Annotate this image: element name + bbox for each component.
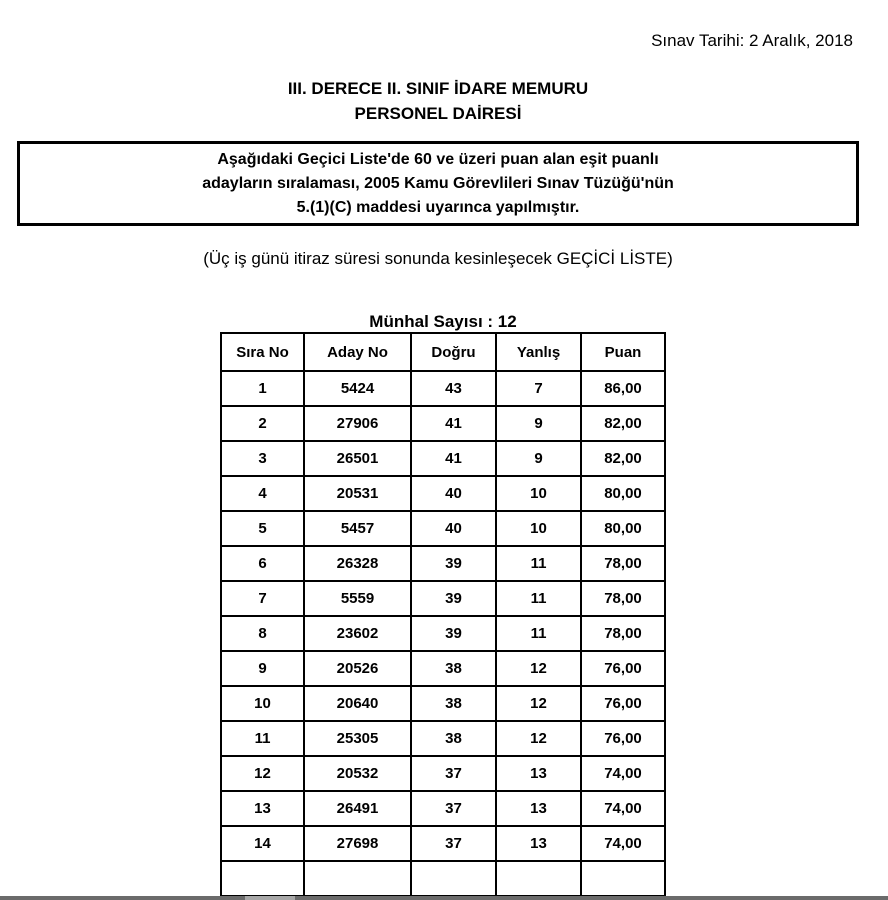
table-row [221,721,665,756]
cell-rank [221,861,304,896]
cell-rank: 9 [221,651,304,686]
cell-rank: 8 [221,616,304,651]
column-header: Sıra No [221,333,304,371]
cell-correct: 38 [411,721,496,756]
table-row [221,371,665,406]
cell-correct: 41 [411,441,496,476]
cell-candidate-no: 27698 [304,826,411,861]
table-row [221,511,665,546]
scrollbar-thumb[interactable] [245,896,295,900]
notice-line-3: 5.(1)(C) maddesi uyarınca yapılmıştır. [296,198,580,216]
table-row [221,581,665,616]
title-line-2: PERSONEL DAİRESİ [354,104,522,123]
cell-wrong: 13 [496,791,581,826]
cell-candidate-no: 25305 [304,721,411,756]
notice-box [17,141,859,226]
cell-wrong: 12 [496,651,581,686]
cell-score: 78,00 [581,616,665,651]
table-row-partial [221,861,665,896]
cell-score: 80,00 [581,476,665,511]
exam-date: Sınav Tarihi: 2 Aralık, 2018 [651,31,853,50]
notice-line-1: Aşağıdaki Geçici Liste'de 60 ve üzeri puan alan eşit puanlı [217,150,659,168]
cell-score: 86,00 [581,371,665,406]
cell-correct: 39 [411,546,496,581]
cell-score: 82,00 [581,406,665,441]
cell-wrong: 9 [496,441,581,476]
cell-rank: 11 [221,721,304,756]
cell-candidate-no: 20526 [304,651,411,686]
cell-candidate-no: 23602 [304,616,411,651]
vacancy-count: Münhal Sayısı : 12 [369,312,517,331]
cell-rank: 14 [221,826,304,861]
cell-wrong: 11 [496,546,581,581]
table-row [221,476,665,511]
column-header: Doğru [411,333,496,371]
objection-note: (Üç iş günü itiraz süresi sonunda kesinleşecek GEÇİCİ LİSTE) [203,249,673,268]
table-row [221,406,665,441]
cell-correct: 41 [411,406,496,441]
table-row [221,826,665,861]
table-row [221,616,665,651]
title-line-1: III. DERECE II. SINIF İDARE MEMURU [287,79,589,98]
cell-score: 74,00 [581,791,665,826]
cell-wrong: 10 [496,476,581,511]
cell-candidate-no: 20531 [304,476,411,511]
column-header: Puan [581,333,665,371]
cell-candidate-no: 27906 [304,406,411,441]
cell-candidate-no: 5559 [304,581,411,616]
cell-wrong: 9 [496,406,581,441]
cell-rank: 2 [221,406,304,441]
cell-correct: 38 [411,686,496,721]
notice-line-2: adayların sıralaması, 2005 Kamu Görevlileri Sınav Tüzüğü'nün [202,174,674,192]
cell-rank: 1 [221,371,304,406]
cell-candidate-no: 26328 [304,546,411,581]
cell-correct: 40 [411,476,496,511]
cell-candidate-no: 20532 [304,756,411,791]
cell-candidate-no: 5424 [304,371,411,406]
table-header-row [221,333,665,371]
cell-score: 74,00 [581,826,665,861]
cell-candidate-no [304,861,411,896]
cell-score: 78,00 [581,581,665,616]
cell-rank: 7 [221,581,304,616]
horizontal-scrollbar[interactable] [0,896,888,900]
cell-candidate-no: 26501 [304,441,411,476]
cell-score: 76,00 [581,651,665,686]
cell-correct: 39 [411,616,496,651]
table-row [221,546,665,581]
cell-correct [411,861,496,896]
cell-correct: 38 [411,651,496,686]
cell-rank: 4 [221,476,304,511]
cell-rank: 3 [221,441,304,476]
cell-score: 76,00 [581,721,665,756]
cell-wrong: 11 [496,581,581,616]
table-row [221,651,665,686]
cell-correct: 37 [411,791,496,826]
cell-wrong: 12 [496,686,581,721]
cell-score [581,861,665,896]
cell-correct: 37 [411,826,496,861]
cell-candidate-no: 5457 [304,511,411,546]
cell-score: 80,00 [581,511,665,546]
cell-wrong: 13 [496,756,581,791]
table-row [221,441,665,476]
table-row [221,686,665,721]
cell-score: 78,00 [581,546,665,581]
cell-wrong: 13 [496,826,581,861]
cell-rank: 6 [221,546,304,581]
cell-score: 76,00 [581,686,665,721]
column-header: Aday No [304,333,411,371]
results-table [220,332,666,897]
cell-score: 82,00 [581,441,665,476]
cell-score: 74,00 [581,756,665,791]
cell-candidate-no: 26491 [304,791,411,826]
table-row [221,791,665,826]
document-title [0,76,876,126]
cell-wrong [496,861,581,896]
cell-correct: 37 [411,756,496,791]
cell-wrong: 12 [496,721,581,756]
column-header: Yanlış [496,333,581,371]
table-row [221,756,665,791]
cell-candidate-no: 20640 [304,686,411,721]
cell-correct: 39 [411,581,496,616]
cell-rank: 12 [221,756,304,791]
cell-wrong: 11 [496,616,581,651]
cell-correct: 43 [411,371,496,406]
cell-correct: 40 [411,511,496,546]
cell-rank: 5 [221,511,304,546]
cell-wrong: 10 [496,511,581,546]
cell-rank: 13 [221,791,304,826]
cell-rank: 10 [221,686,304,721]
cell-wrong: 7 [496,371,581,406]
